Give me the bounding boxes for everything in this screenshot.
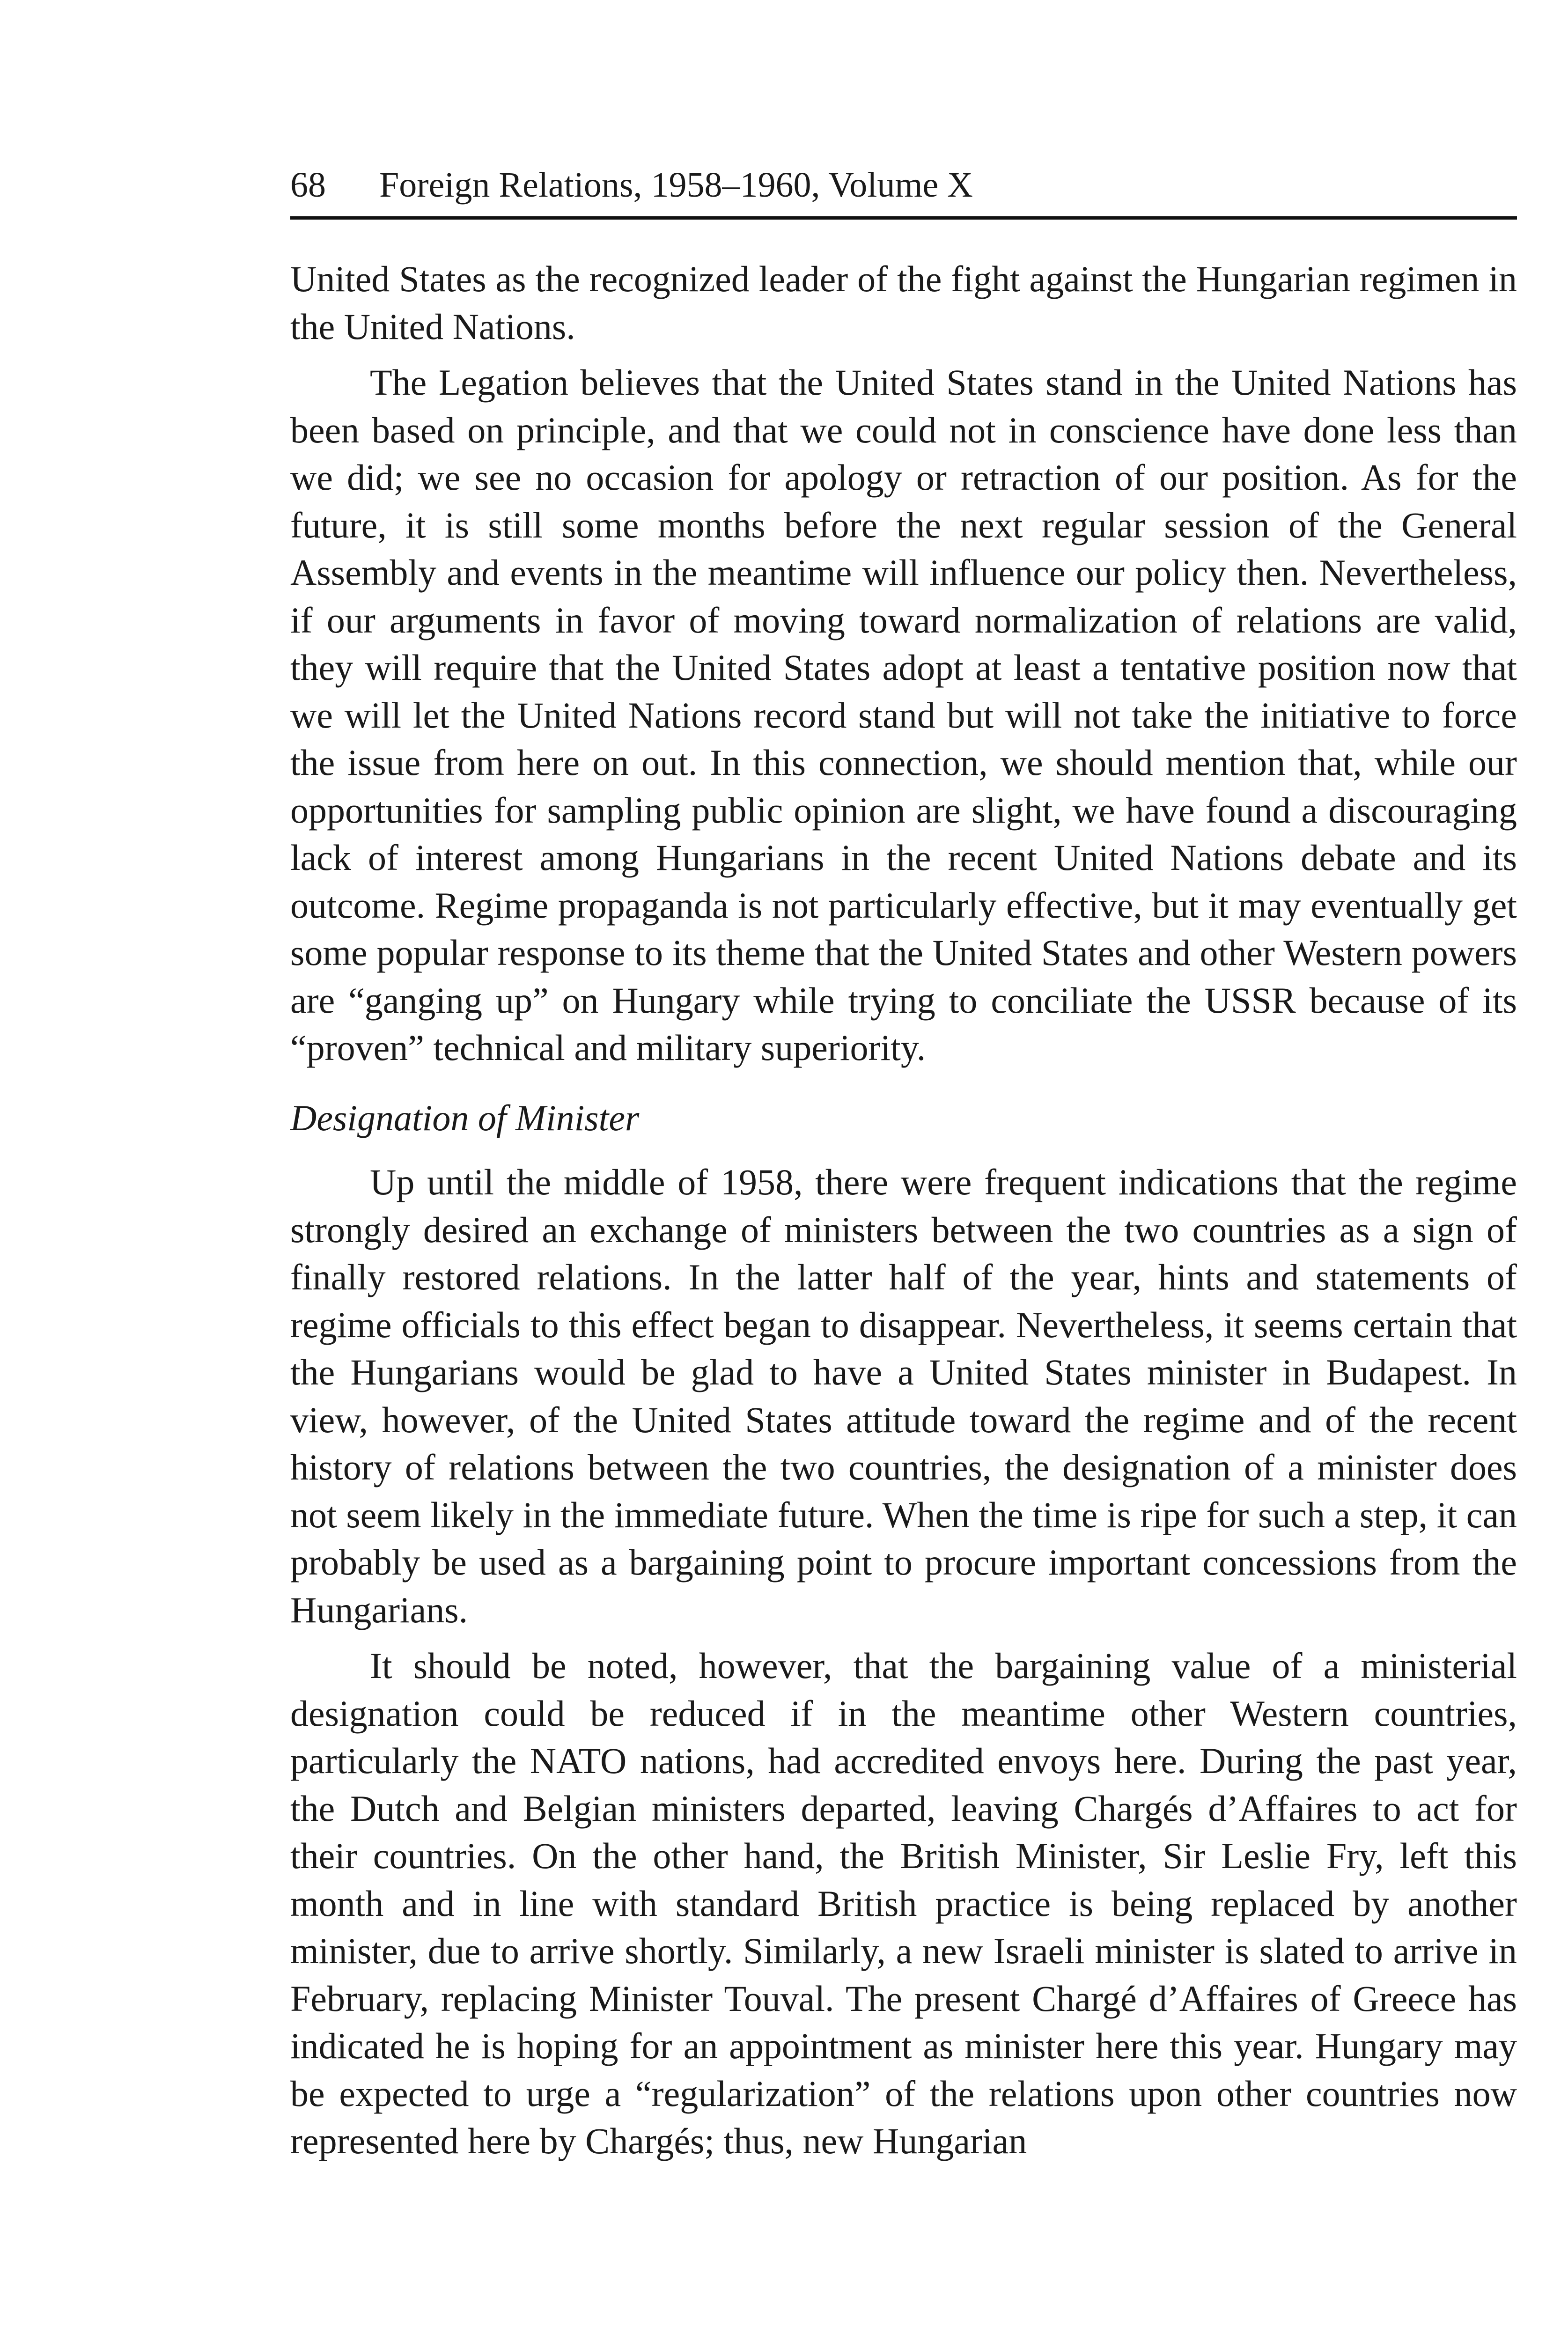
- page-number: 68: [290, 165, 326, 205]
- running-head: [290, 162, 1517, 218]
- section-heading: Designation of Minister: [290, 1097, 640, 1138]
- header-rule: [290, 216, 1517, 220]
- running-head-title: Foreign Relations, 1958–1960, Volume X: [379, 165, 973, 205]
- paragraph-continued: United States as the recognized leader of the fight against the Hungarian regimen in the United Nations.: [290, 258, 1517, 347]
- paragraph-minister-exchange: Up until the middle of 1958, there were frequent indications that the regime strongly desired an exchange of ministers between the two countries as a sign of finally restored relations. In the latter half of the year, hints and statements of regime officials to this effect began to disappear. Nevertheless, it seems certain that the Hungarians would be glad to have a United States minister in Budapest. In view, however, of the United States attitude toward the regime and of the recent history of relations between the two countries, the designation of a minister does not seem likely in the immediate future. When the time is ripe for such a step, it can probably be used as a bargaining point to procure important concessions from the Hungarians.: [290, 1162, 1517, 1630]
- body-text: [290, 255, 1517, 2165]
- paragraph-legation-position: The Legation believes that the United States stand in the United Nations has been based on principle, and that we could not in conscience have done less than we did; we see no occasion for apology or retraction of our position. As for the future, it is still some months before the next regular session of the General Assembly and events in the meantime will influence our policy then. Nevertheless, if our arguments in favor of moving toward normalization of relations are valid, they will require that the United States adopt at least a tentative position now that we will let the United Nations record stand but will not take the initiative to force the issue from here on out. In this connection, we should mention that, while our opportunities for sampling public opinion are slight, we have found a discouraging lack of interest among Hungarians in the recent United Nations debate and its outcome. Regime propaganda is not particularly effective, but it may eventually get some popular response to its theme that the United States and other Western powers are “ganging up” on Hungary while trying to conciliate the USSR because of its “proven” technical and military superiority.: [290, 362, 1517, 1068]
- paragraph-bargaining-value: It should be noted, however, that the bargaining value of a ministerial designation could be reduced if in the meantime other Western countries, particularly the NATO nations, had accredited envoys here. During the past year, the Dutch and Belgian ministers departed, leaving Chargés d’Affaires to act for their countries. On the other hand, the British Minister, Sir Leslie Fry, left this month and in line with standard British practice is being replaced by another minister, due to arrive shortly. Similarly, a new Israeli minister is slated to arrive in February, replacing Minister Touval. The present Chargé d’Affaires of Greece has indicated he is hoping for an appointment as minister here this year. Hungary may be expected to urge a “regularization” of the relations upon other countries now represented here by Chargés; thus, new Hungarian: [290, 1645, 1517, 2161]
